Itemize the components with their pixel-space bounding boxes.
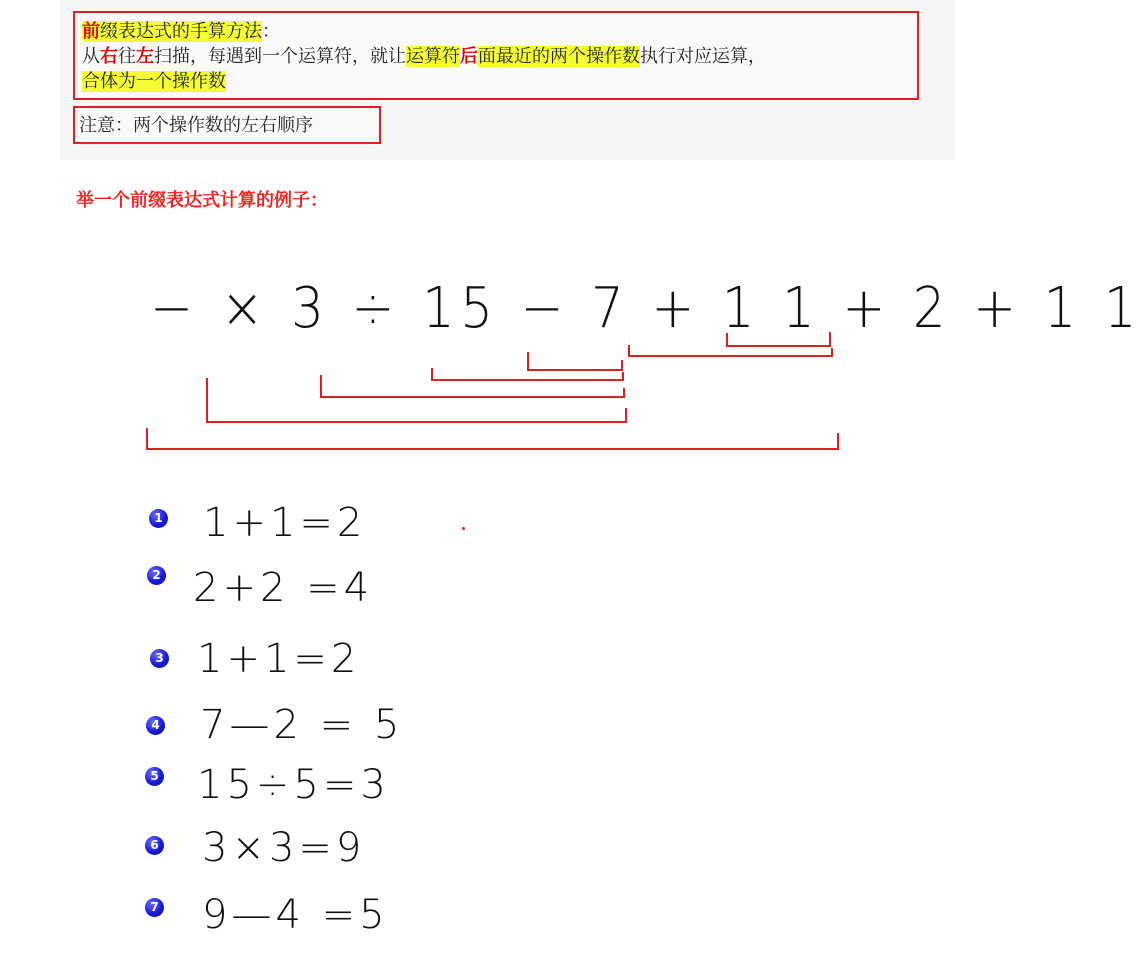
step-5-text: 15÷5=3 (197, 762, 390, 808)
step-4-text: 7—2 = 5 (200, 702, 404, 748)
method-title-red: 前 (82, 21, 100, 42)
step-6-text: 3×3=9 (202, 825, 366, 871)
method-text: 往 (118, 46, 136, 67)
step-1-text: 1+1=2 (203, 500, 367, 546)
method-merge-highlight: 合体为一个操作数 (82, 71, 226, 92)
method-title-colon: ： (262, 21, 280, 42)
bracket-plus-1-1 (727, 332, 830, 346)
bracket-divide-15 (321, 375, 624, 397)
bracket-minus-outer (147, 428, 838, 449)
method-operands-highlight: 面最近的两个操作数 (478, 46, 640, 67)
method-left-word: 左 (136, 46, 154, 67)
method-right-word: 右 (100, 46, 118, 67)
method-after-word: 后 (460, 46, 478, 67)
example-heading: 举一个前缀表达式计算的例子： (76, 190, 328, 211)
step-badge-7: 7 (145, 898, 164, 917)
step-2-text: 2+2 =4 (193, 565, 374, 611)
prefix-expression: − × 3 ÷ 15 − 7 + 1 1 + 2 + 1 1 (150, 276, 1142, 341)
stray-dot (462, 527, 465, 530)
method-operator-highlight: 运算符 (406, 46, 460, 67)
bracket-times-3 (207, 378, 626, 422)
method-title-rest: 缀表达式的手算方法 (100, 21, 262, 42)
step-badge-4: 4 (146, 716, 165, 735)
step-7-text: 9—4 =5 (202, 892, 389, 938)
step-badge-3: 3 (150, 649, 169, 668)
step-3-text: 1+1=2 (197, 636, 361, 682)
step-badge-1: 1 (149, 509, 168, 528)
method-text: 扫描，每遇到一个运算符，就让 (154, 46, 406, 67)
step-badge-6: 6 (145, 836, 164, 855)
bracket-plus-1-1-left (528, 352, 622, 370)
method-text: 从 (82, 46, 100, 67)
note-text: 注意：两个操作数的左右顺序 (79, 115, 313, 136)
step-badge-5: 5 (145, 767, 164, 786)
method-text: 执行对应运算， (640, 46, 766, 67)
step-badge-2: 2 (147, 566, 166, 585)
